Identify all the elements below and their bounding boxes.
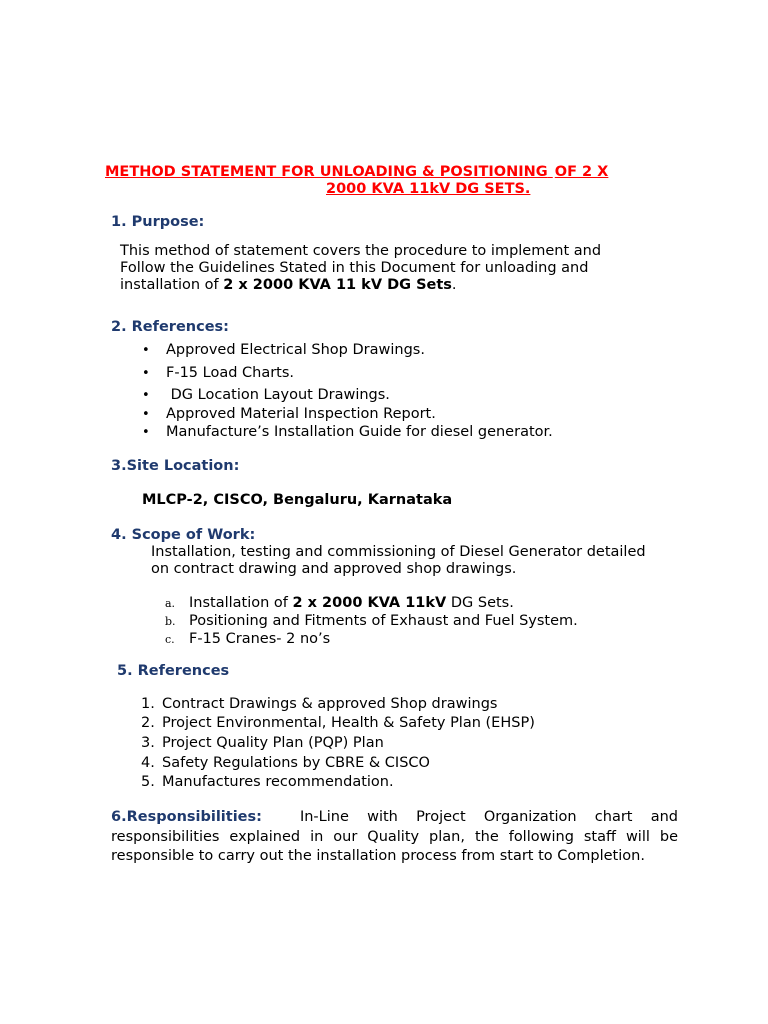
- list-item: [142, 365, 294, 381]
- list-item: [142, 387, 390, 403]
- list-marker: c.: [165, 633, 175, 646]
- title-part-1: METHOD STATEMENT FOR UNLOADING & POSITIONING: [105, 164, 548, 180]
- bullet-icon: •: [142, 343, 150, 358]
- bullet-icon: •: [142, 425, 150, 440]
- list-item-prefix: F-15 Cranes- 2 no’s: [189, 631, 331, 647]
- purpose-line-3-prefix: installation of: [120, 277, 224, 293]
- responsibilities-paragraph: [111, 808, 678, 867]
- list-marker: a.: [165, 597, 176, 610]
- list-marker: b.: [165, 615, 176, 628]
- list-item: [142, 424, 553, 440]
- list-item-text: Contract Drawings & approved Shop drawings: [162, 696, 498, 712]
- responsibilities-heading: 6.Responsibilities:: [111, 809, 262, 825]
- list-item-text: Safety Regulations by CBRE & CISCO: [162, 755, 430, 771]
- scope-line-2: on contract drawing and approved shop drawings.: [151, 561, 517, 577]
- list-item-text: Approved Material Inspection Report.: [166, 406, 436, 422]
- site-location-value: MLCP-2, CISCO, Bengaluru, Karnataka: [142, 492, 453, 508]
- bullet-icon: •: [142, 407, 150, 422]
- scope-paragraph: [151, 544, 646, 578]
- list-item: [142, 342, 425, 358]
- purpose-line-2: Follow the Guidelines Stated in this Document for unloading and: [120, 260, 589, 276]
- list-item-prefix: Installation of: [189, 595, 293, 611]
- list-item-bold: 2 x 2000 KVA 11kV: [292, 595, 447, 611]
- list-marker: 5.: [141, 774, 155, 790]
- list-item-text: DG Location Layout Drawings.: [166, 387, 390, 403]
- purpose-line-3: [120, 277, 601, 294]
- site-location-heading: 3.Site Location:: [111, 458, 240, 474]
- list-item-text: F-15 Load Charts.: [166, 365, 295, 381]
- list-item: [165, 631, 330, 647]
- document-title-line-1: [105, 164, 608, 180]
- list-item-text: Approved Electrical Shop Drawings.: [166, 342, 425, 358]
- bullet-icon: •: [142, 388, 150, 403]
- title-part-2: OF 2 X: [554, 164, 609, 180]
- scope-line-1: Installation, testing and commissioning of Diesel Generator detailed: [151, 544, 646, 560]
- list-item: [165, 595, 514, 611]
- list-item-text: Project Environmental, Health & Safety Plan (EHSP): [162, 715, 535, 731]
- purpose-line-1: This method of statement covers the procedure to implement and: [120, 243, 602, 259]
- scope-heading: 4. Scope of Work:: [111, 527, 256, 543]
- list-item: [141, 774, 394, 790]
- list-marker: 3.: [141, 735, 155, 751]
- purpose-heading: 1. Purpose:: [111, 214, 205, 230]
- list-marker: 4.: [141, 755, 155, 771]
- list-item-text: Manufacture’s Installation Guide for diesel generator.: [166, 424, 553, 440]
- list-item-text: Project Quality Plan (PQP) Plan: [162, 735, 384, 751]
- list-item-suffix: DG Sets.: [446, 595, 514, 611]
- purpose-line-3-bold: 2 x 2000 KVA 11 kV DG Sets: [223, 277, 452, 293]
- list-item: [142, 406, 436, 422]
- list-marker: 2.: [141, 715, 155, 731]
- purpose-line-3-suffix: .: [451, 277, 457, 293]
- bullet-icon: •: [142, 366, 150, 381]
- responsibilities-text: In-Line with Project Organization chart and responsibilities explained in our Quality plan, the following staff will be responsible to carry out the installation process from start to Completion.: [111, 809, 678, 864]
- list-marker: 1.: [141, 696, 155, 712]
- purpose-paragraph: [120, 243, 601, 294]
- list-item: [141, 715, 535, 731]
- list-item-text: Manufactures recommendation.: [162, 774, 394, 790]
- references-heading: 2. References:: [111, 319, 229, 335]
- list-item: [165, 613, 578, 629]
- list-item: [141, 696, 497, 712]
- list-item: [141, 735, 384, 751]
- references-2-heading: 5. References: [117, 663, 230, 679]
- list-item: [141, 755, 430, 771]
- list-item-prefix: Positioning and Fitments of Exhaust and Fuel System.: [189, 613, 578, 629]
- document-title-line-2: 2000 KVA 11kV DG SETS.: [326, 181, 531, 197]
